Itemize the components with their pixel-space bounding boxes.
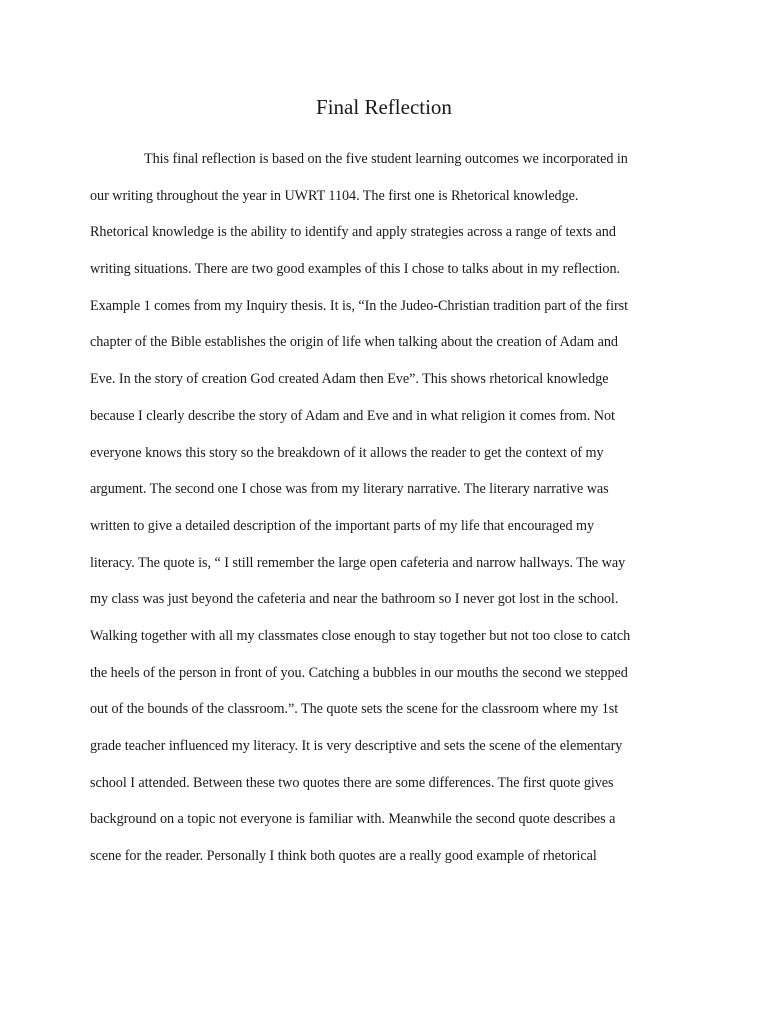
text-line: writing situations. There are two good examples of this I chose to talks about in my reflection. [90,261,621,278]
text-line: argument. The second one I chose was from my literary narrative. The literary narrative was [90,481,609,498]
text-line: because I clearly describe the story of Adam and Eve and in what religion it comes from. Not [90,407,615,424]
text-line: Rhetorical knowledge is the ability to identify and apply strategies across a range of texts and [90,224,616,241]
text-line: This final reflection is based on the five student learning outcomes we incorporated in [144,151,628,167]
text-line: written to give a detailed description of the important parts of my life that encouraged my [90,517,595,534]
text-line: literacy. The quote is, “ I still remember the large open cafeteria and narrow hallways. The way [90,554,626,571]
text-line: school I attended. Between these two quotes there are some differences. The first quote gives [90,774,614,791]
text-line: grade teacher influenced my literacy. It is very descriptive and sets the scene of the elementary [90,738,623,754]
text-line: our writing throughout the year in UWRT 1104. The first one is Rhetorical knowledge. [90,187,579,204]
page-title: Final Reflection [316,95,452,119]
text-line: background on a topic not everyone is familiar with. Meanwhile the second quote describes a [90,811,616,828]
text-line: chapter of the Bible establishes the origin of life when talking about the creation of Adam and [90,334,618,351]
text-line: my class was just beyond the cafeteria and near the bathroom so I never got lost in the school. [90,591,619,608]
text-line: scene for the reader. Personally I think both quotes are a really good example of rhetorical [90,848,597,865]
text-line: Example 1 comes from my Inquiry thesis. It is, “In the Judeo-Christian tradition part of the first [90,297,629,314]
text-line: Walking together with all my classmates close enough to stay together but not too close to catch [90,627,631,644]
text-line: out of the bounds of the classroom.”. The quote sets the scene for the classroom where my 1st [90,701,619,718]
text-line: the heels of the person in front of you. Catching a bubbles in our mouths the second we stepped [90,664,628,681]
text-line: everyone knows this story so the breakdown of it allows the reader to get the context of my [90,444,604,461]
text-line: Eve. In the story of creation God created Adam then Eve”. This shows rhetorical knowledge [90,371,609,388]
body-text [90,145,690,879]
